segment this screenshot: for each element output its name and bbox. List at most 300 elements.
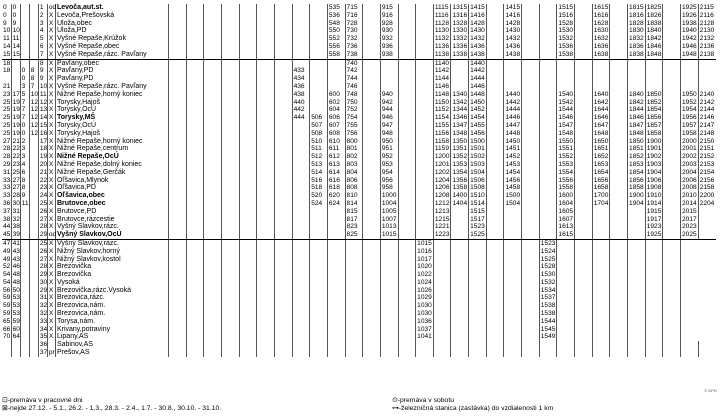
- table-cell: 1854: [646, 106, 662, 114]
- table-cell: 1436: [470, 42, 485, 50]
- table-cell: [575, 279, 593, 287]
- table-cell: [363, 177, 381, 185]
- table-cell: 2002: [682, 153, 697, 161]
- table-cell: 12: [30, 121, 39, 129]
- table-cell: 0: [20, 67, 29, 75]
- table-cell: 728: [345, 20, 363, 28]
- table-cell: [29, 349, 38, 357]
- table-row: [2, 12, 716, 20]
- table-cell: [29, 208, 38, 216]
- stop-name: Torysa,nám.: [55, 318, 168, 326]
- table-cell: 1430: [470, 27, 485, 35]
- table-cell: [204, 51, 222, 59]
- table-cell: [398, 99, 416, 107]
- stop-name: Uloža,PD: [55, 27, 168, 35]
- table-cell: [663, 200, 681, 208]
- table-cell: [539, 223, 557, 231]
- table-cell: [274, 153, 292, 161]
- stop-name: Prešov,AS: [55, 349, 168, 357]
- table-cell: [398, 302, 416, 310]
- table-cell: [522, 161, 540, 169]
- table-cell: 608: [327, 130, 345, 138]
- table-cell: [11, 349, 20, 357]
- table-cell: [663, 20, 681, 28]
- table-cell: [363, 184, 381, 192]
- table-cell: [398, 184, 416, 192]
- stop-name: Pavľany,PD: [55, 75, 168, 83]
- stop-name: Uloža,obec: [55, 20, 168, 28]
- table-row: [2, 192, 716, 200]
- table-cell: 30: [12, 199, 20, 207]
- table-cell: 1902: [646, 153, 662, 161]
- table-cell: [239, 184, 257, 192]
- table-cell: 1432: [470, 35, 485, 43]
- table-cell: [486, 153, 504, 161]
- table-cell: [398, 138, 416, 146]
- table-cell: [257, 318, 275, 326]
- table-cell: [239, 83, 257, 91]
- table-cell: 732: [345, 35, 363, 43]
- table-cell: [575, 271, 593, 279]
- table-cell: [168, 184, 186, 192]
- table-cell: 1128: [434, 19, 449, 27]
- table-cell: 942: [380, 99, 398, 107]
- table-cell: [663, 192, 681, 200]
- table-cell: 938: [380, 51, 398, 59]
- table-cell: 48: [12, 278, 20, 286]
- table-cell: 2000: [682, 137, 697, 145]
- table-cell: [663, 216, 681, 224]
- table-cell: [363, 294, 381, 302]
- table-row: [2, 43, 716, 51]
- table-cell: [522, 223, 540, 231]
- table-cell: 1956: [682, 114, 697, 122]
- table-cell: [310, 263, 328, 271]
- table-cell: 604: [327, 106, 345, 114]
- table-cell: [663, 138, 681, 146]
- table-cell: [292, 177, 310, 185]
- table-cell: [663, 91, 681, 99]
- table-cell: 1840: [646, 27, 662, 35]
- table-cell: [20, 248, 29, 256]
- table-cell: 59: [3, 310, 11, 318]
- table-cell: 17: [12, 90, 20, 98]
- table-cell: [398, 294, 416, 302]
- table-cell: [20, 349, 29, 357]
- table-cell: 1502: [470, 153, 485, 161]
- table-cell: [186, 106, 204, 114]
- table-cell: [663, 153, 681, 161]
- table-cell: [486, 12, 504, 20]
- table-cell: [274, 83, 292, 91]
- table-cell: 1144: [434, 75, 449, 83]
- table-cell: [327, 239, 345, 247]
- table-cell: [575, 310, 593, 318]
- table-cell: [257, 231, 275, 239]
- table-cell: [257, 83, 275, 91]
- table-cell: 48: [12, 271, 20, 279]
- table-cell: [168, 91, 186, 99]
- table-row: [2, 302, 716, 310]
- table-cell: [663, 27, 681, 35]
- table-cell: 1450: [470, 98, 485, 106]
- table-cell: [29, 177, 38, 185]
- table-cell: 2140: [699, 90, 715, 98]
- table-cell: [380, 83, 398, 91]
- table-cell: X: [47, 106, 55, 114]
- table-cell: 2006: [682, 176, 697, 184]
- table-cell: 44: [3, 223, 11, 231]
- table-cell: [29, 43, 38, 51]
- table-cell: [451, 294, 469, 302]
- table-cell: 1013: [381, 223, 397, 231]
- table-cell: [29, 216, 38, 224]
- stop-name: Brezovička: [55, 263, 168, 271]
- table-cell: [274, 177, 292, 185]
- table-cell: [257, 99, 275, 107]
- table-cell: 950: [380, 138, 398, 146]
- table-cell: [592, 310, 610, 318]
- table-cell: 1344: [452, 106, 468, 114]
- table-cell: [221, 287, 239, 295]
- table-cell: 800: [345, 138, 363, 146]
- table-cell: 14: [12, 42, 20, 50]
- table-cell: [20, 333, 29, 341]
- table-cell: [575, 59, 593, 67]
- table-cell: [416, 177, 434, 185]
- table-cell: [663, 248, 681, 256]
- table-cell: X: [47, 310, 55, 318]
- table-cell: [221, 184, 239, 192]
- table-row: [2, 35, 716, 43]
- table-cell: X: [47, 263, 55, 271]
- table-cell: [29, 279, 38, 287]
- table-cell: 1952: [682, 98, 697, 106]
- table-cell: [204, 138, 222, 146]
- table-cell: [469, 310, 487, 318]
- table-cell: [310, 279, 328, 287]
- table-cell: [274, 279, 292, 287]
- table-cell: [522, 27, 540, 35]
- table-cell: [11, 67, 20, 75]
- table-cell: [539, 145, 557, 153]
- table-cell: 2151: [699, 145, 715, 153]
- table-cell: [416, 83, 434, 91]
- table-cell: 0: [20, 75, 29, 83]
- table-cell: [663, 67, 681, 75]
- table-cell: [168, 83, 186, 91]
- table-cell: [168, 333, 186, 341]
- table-cell: 1432: [505, 35, 521, 43]
- table-cell: 19: [12, 98, 20, 106]
- table-row: [2, 333, 716, 341]
- table-cell: [345, 341, 363, 349]
- table-cell: [221, 59, 239, 67]
- table-cell: 1926: [682, 11, 697, 19]
- table-cell: 8: [20, 177, 29, 185]
- table-cell: [363, 4, 381, 12]
- table-cell: 12: [39, 98, 48, 106]
- table-cell: 25: [39, 239, 48, 247]
- table-cell: 1914: [646, 199, 662, 207]
- table-cell: [522, 75, 540, 83]
- table-cell: 34: [39, 325, 48, 333]
- stop-name: Sabinov,AS: [55, 341, 168, 349]
- table-cell: 1653: [593, 160, 609, 168]
- table-cell: [310, 67, 328, 75]
- table-cell: 1036: [417, 317, 432, 325]
- table-cell: [292, 184, 310, 192]
- table-cell: [274, 4, 292, 12]
- table-cell: [380, 326, 398, 334]
- table-cell: [610, 130, 628, 138]
- table-cell: [628, 248, 646, 256]
- table-cell: 1846: [629, 114, 644, 122]
- table-cell: 817: [345, 216, 363, 224]
- table-row: [2, 130, 716, 138]
- table-cell: [539, 51, 557, 59]
- table-cell: [168, 114, 186, 122]
- table-cell: 28: [39, 263, 48, 271]
- table-cell: [327, 333, 345, 341]
- table-cell: 558: [327, 51, 345, 59]
- table-cell: [292, 239, 310, 247]
- table-cell: [539, 138, 557, 146]
- table-cell: [663, 169, 681, 177]
- table-cell: [592, 349, 610, 357]
- table-cell: [221, 145, 239, 153]
- table-cell: [345, 302, 363, 310]
- table-cell: [628, 333, 646, 341]
- table-cell: 442: [292, 106, 310, 114]
- table-cell: [663, 12, 681, 20]
- table-cell: [257, 200, 275, 208]
- table-cell: [663, 145, 681, 153]
- table-cell: 41: [12, 239, 20, 247]
- table-cell: [416, 153, 434, 161]
- table-cell: 1630: [593, 27, 609, 35]
- table-cell: [610, 153, 628, 161]
- table-cell: [610, 75, 628, 83]
- table-cell: [416, 114, 434, 122]
- table-cell: [11, 83, 20, 91]
- table-cell: 31: [12, 207, 20, 215]
- table-cell: [380, 75, 398, 83]
- table-cell: [257, 263, 275, 271]
- table-cell: [204, 256, 222, 264]
- table-cell: [204, 287, 222, 295]
- table-cell: 8: [20, 184, 29, 192]
- table-cell: 1115: [433, 4, 451, 12]
- table-cell: [504, 349, 522, 357]
- table-cell: [292, 20, 310, 28]
- table-cell: [363, 216, 381, 224]
- table-cell: [628, 67, 646, 75]
- table-cell: [575, 287, 593, 295]
- table-cell: [575, 223, 593, 231]
- table-cell: [20, 310, 29, 318]
- table-cell: [504, 248, 522, 256]
- table-cell: 1452: [470, 106, 485, 114]
- table-cell: [522, 231, 540, 239]
- table-cell: 1632: [593, 35, 609, 43]
- table-cell: [380, 349, 398, 357]
- table-cell: [451, 208, 469, 216]
- table-cell: 1330: [452, 27, 468, 35]
- table-cell: [29, 302, 38, 310]
- table-cell: [20, 27, 29, 35]
- table-cell: [610, 208, 628, 216]
- table-cell: 1700: [593, 192, 609, 200]
- table-cell: [239, 114, 257, 122]
- table-cell: [310, 333, 328, 341]
- table-cell: [310, 4, 328, 12]
- table-cell: 516: [310, 177, 328, 185]
- table-cell: [274, 114, 292, 122]
- table-cell: [398, 91, 416, 99]
- table-cell: [274, 318, 292, 326]
- table-cell: [557, 294, 575, 302]
- table-cell: [221, 161, 239, 169]
- table-cell: 804: [345, 169, 363, 177]
- table-cell: [539, 216, 557, 224]
- table-cell: 12: [30, 106, 39, 114]
- table-cell: X: [47, 239, 55, 247]
- table-cell: [522, 177, 540, 185]
- table-cell: [398, 216, 416, 224]
- table-cell: 1208: [434, 192, 450, 200]
- table-cell: 1350: [452, 137, 468, 145]
- table-cell: 1642: [593, 98, 609, 106]
- table-cell: [292, 294, 310, 302]
- table-cell: [327, 318, 345, 326]
- table-cell: 1442: [470, 67, 485, 75]
- table-row: [2, 83, 716, 91]
- table-cell: [29, 20, 38, 28]
- table-cell: [29, 153, 38, 161]
- table-cell: 2158: [699, 184, 715, 192]
- table-cell: [398, 208, 416, 216]
- table-cell: 620: [327, 192, 345, 200]
- table-cell: 444: [292, 114, 310, 122]
- table-cell: [380, 287, 398, 295]
- table-cell: [628, 216, 646, 224]
- table-cell: [398, 349, 416, 357]
- table-cell: [257, 145, 275, 153]
- table-cell: [168, 99, 186, 107]
- table-cell: 9: [38, 67, 47, 75]
- table-cell: [416, 208, 434, 216]
- table-cell: [486, 208, 504, 216]
- table-cell: [239, 216, 257, 224]
- table-cell: 1455: [470, 121, 485, 129]
- table-cell: [274, 99, 292, 107]
- table-cell: [681, 83, 699, 91]
- table-cell: 28: [12, 192, 20, 200]
- table-cell: 1656: [593, 176, 609, 184]
- stop-name: Oľšavica,obec: [55, 192, 168, 200]
- table-cell: [204, 169, 222, 177]
- table-cell: [186, 27, 204, 35]
- table-cell: 2200: [699, 192, 715, 200]
- table-cell: [186, 208, 204, 216]
- table-cell: 1456: [470, 129, 485, 137]
- table-cell: [363, 271, 381, 279]
- table-cell: [663, 279, 681, 287]
- table-cell: [186, 43, 204, 51]
- table-cell: [610, 122, 628, 130]
- table-cell: 736: [345, 43, 363, 51]
- table-cell: [363, 67, 381, 75]
- table-cell: [610, 310, 628, 318]
- table-cell: 1545: [540, 325, 556, 333]
- table-cell: [274, 51, 292, 59]
- table-cell: [575, 35, 593, 43]
- table-cell: 1836: [629, 42, 644, 50]
- table-cell: [539, 75, 557, 83]
- table-cell: [557, 271, 575, 279]
- table-cell: [239, 256, 257, 264]
- table-cell: [557, 263, 575, 271]
- table-cell: X: [47, 67, 55, 75]
- table-cell: 2017: [682, 215, 697, 223]
- table-cell: 2: [20, 138, 29, 146]
- table-cell: X: [47, 153, 55, 161]
- table-cell: [522, 184, 540, 192]
- table-cell: [522, 239, 540, 247]
- table-cell: [186, 114, 204, 122]
- table-cell: 53: [12, 310, 20, 318]
- table-cell: [363, 208, 381, 216]
- table-cell: [2, 341, 11, 349]
- table-cell: 1130: [434, 27, 449, 35]
- table-cell: [469, 318, 487, 326]
- table-cell: 1923: [646, 223, 662, 231]
- table-cell: [168, 239, 186, 247]
- table-cell: [645, 263, 663, 271]
- table-cell: 1342: [452, 98, 468, 106]
- table-cell: [592, 326, 610, 334]
- table-cell: [327, 223, 345, 231]
- table-cell: [239, 153, 257, 161]
- table-cell: [380, 263, 398, 271]
- table-cell: [292, 200, 310, 208]
- table-cell: [186, 263, 204, 271]
- table-cell: [681, 239, 699, 247]
- table-cell: 1917: [646, 215, 662, 223]
- table-cell: 1005: [381, 207, 397, 215]
- table-cell: [186, 200, 204, 208]
- table-cell: 30: [39, 278, 48, 286]
- table-cell: [433, 310, 451, 318]
- table-cell: [416, 122, 434, 130]
- table-cell: [345, 294, 363, 302]
- table-cell: [681, 67, 699, 75]
- table-cell: [522, 99, 540, 107]
- table-cell: [380, 59, 398, 67]
- table-cell: [29, 138, 38, 146]
- table-cell: 1447: [505, 121, 521, 129]
- table-cell: [257, 192, 275, 200]
- table-cell: 1830: [629, 27, 644, 35]
- table-cell: [451, 75, 469, 83]
- table-cell: [221, 138, 239, 146]
- table-cell: X: [47, 177, 55, 185]
- table-cell: 1030: [417, 302, 432, 310]
- table-cell: [575, 184, 593, 192]
- table-cell: [239, 177, 257, 185]
- table-cell: 1904: [646, 168, 662, 176]
